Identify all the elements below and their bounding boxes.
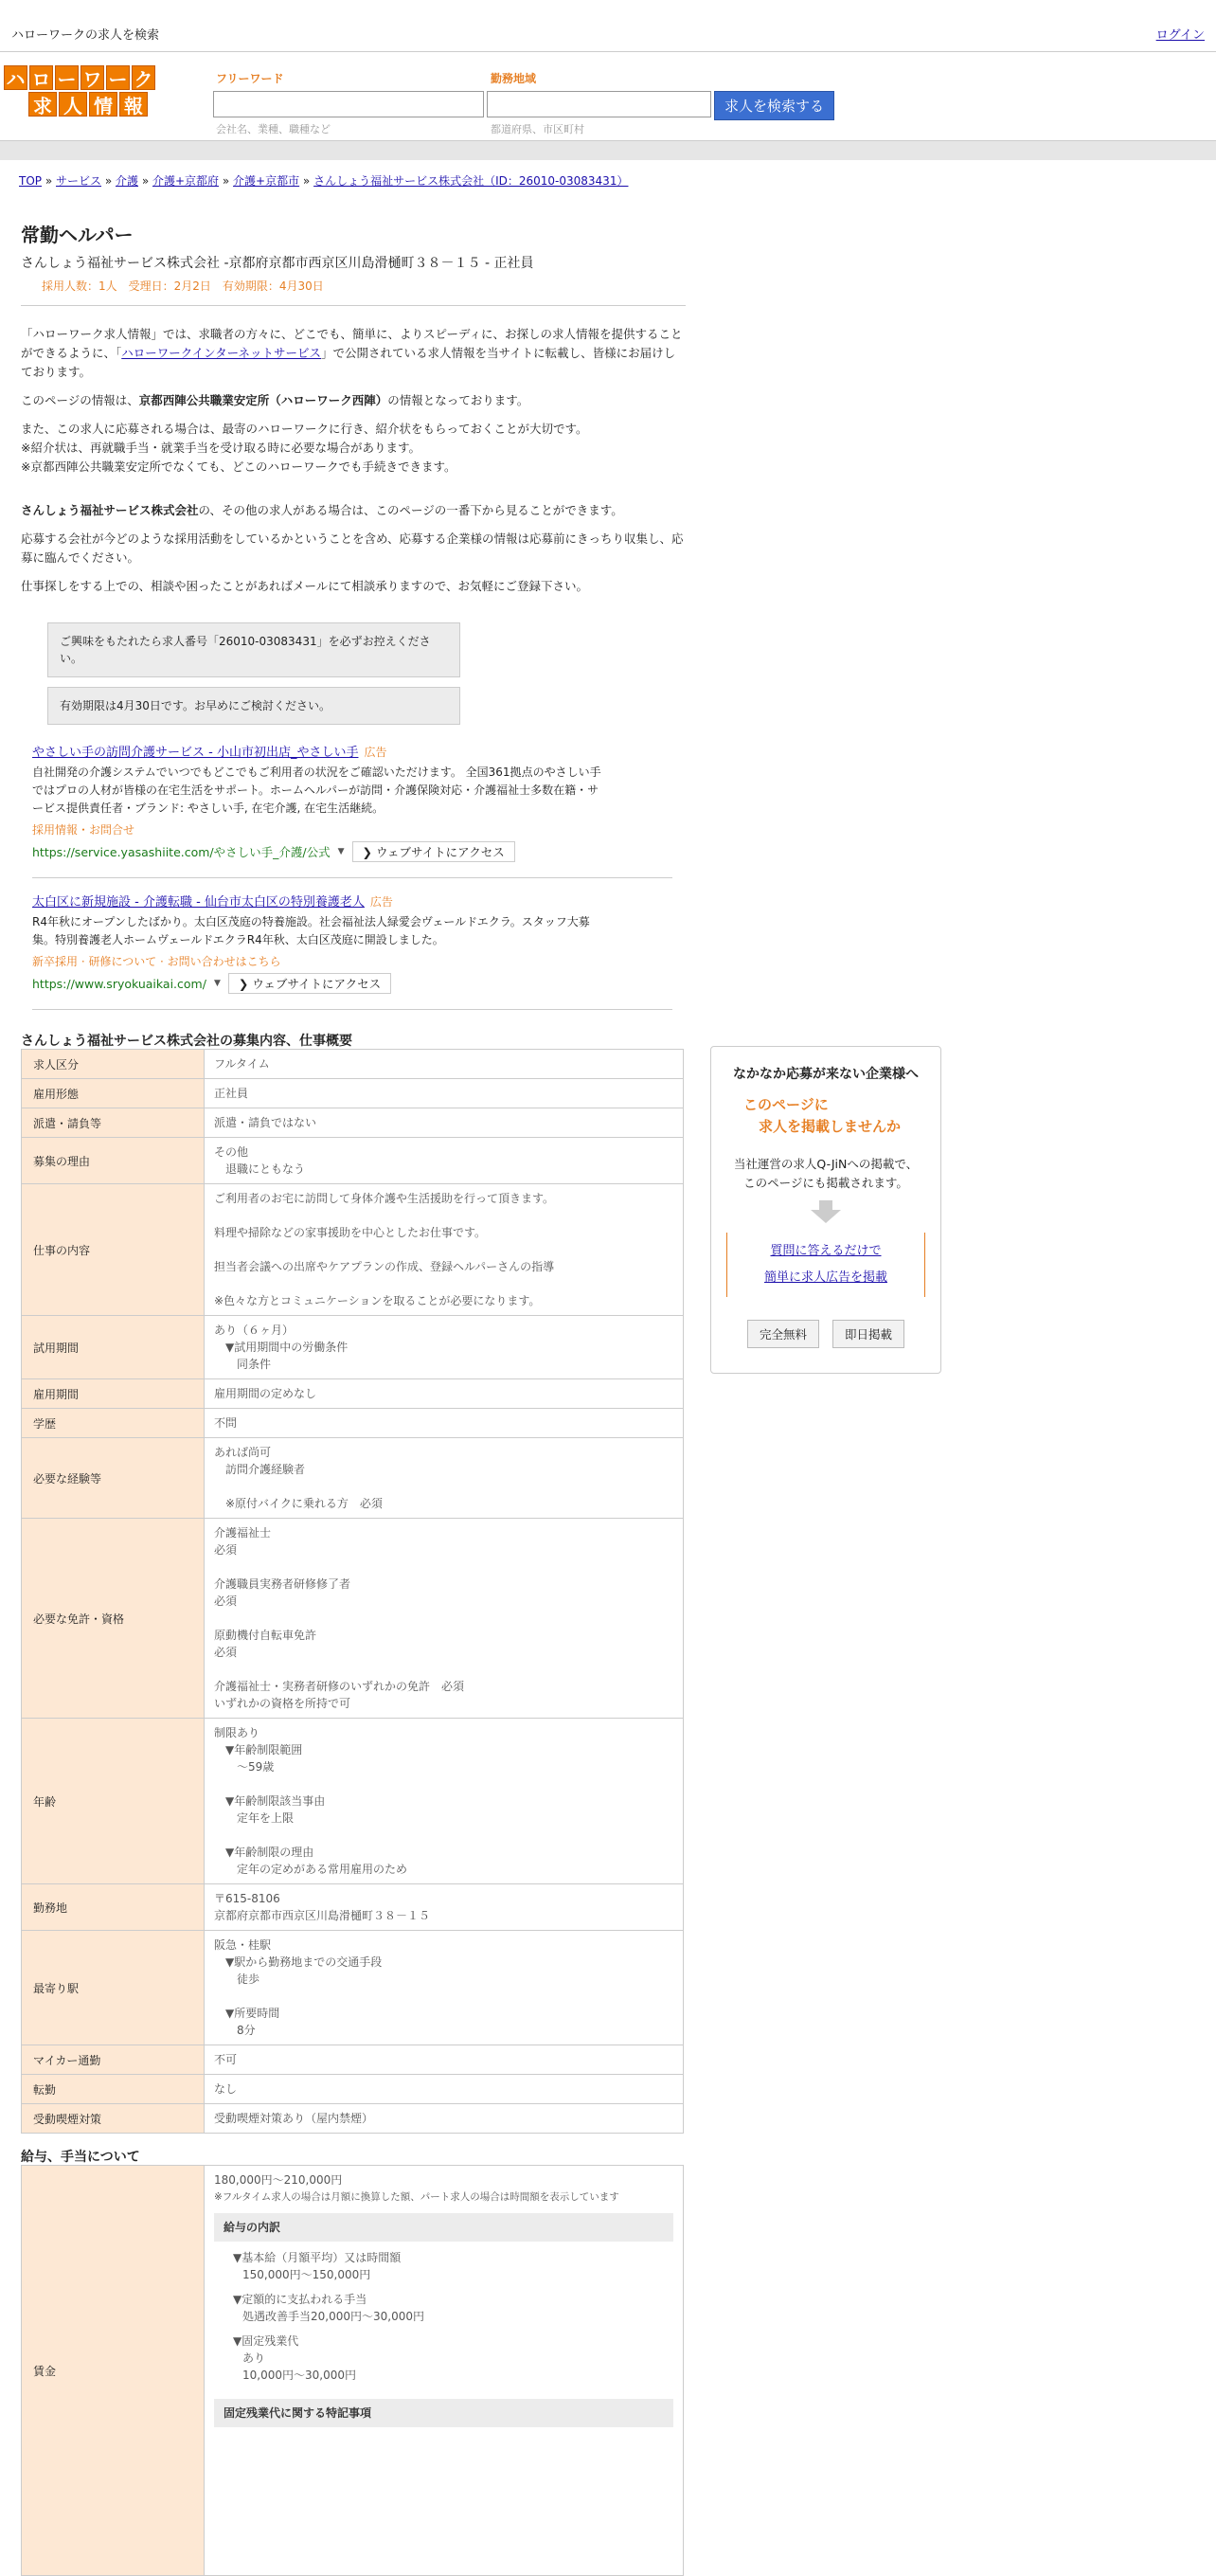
dropdown-icon[interactable]: ▼ (337, 847, 345, 856)
intro-paragraph-4: さんしょう福祉サービス株式会社の、その他の求人がある場合は、このページの一番下から見ることができます。 (21, 503, 623, 517)
logo-char: ク (132, 65, 155, 90)
breadcrumb-sep: » (219, 174, 234, 188)
row-value: 制限あり ▼年齢制限範囲 〜59歳 ▼年齢制限該当事由 定年を上限 ▼年齢制限の理由 定年の定めがある常用雇用のため (205, 1719, 684, 1884)
visit-website-button[interactable]: ❯ ウェブサイトにアクセス (352, 841, 515, 862)
ad-title-link[interactable]: 太白区に新規施設 - 介護転職 - 仙台市太白区の特別養護老人 (32, 895, 365, 910)
row-value: あり（６ヶ月） ▼試用期間中の労働条件 同条件 (205, 1316, 684, 1379)
row-value: 正社員 (205, 1079, 684, 1108)
logo-char: 求 (28, 92, 57, 117)
row-label: 転勤 (22, 2075, 205, 2104)
freeword-input[interactable] (213, 91, 484, 117)
ad-description: 自社開発の介護システムでいつでもどこでもご利用者の状況をご確認いただけます。 全国361拠点のやさしい手ではプロの人材が皆様の在宅生活をサポート。ホームヘルパーが訪問・介護保険対応・介護福祉士多数在籍・サービス提供責任者・ブランド: やさしい手, 在宅介護, 在宅生活継続。 (32, 766, 601, 815)
promo-link-answer[interactable]: 質問に答えるだけで (770, 1244, 882, 1258)
table-row (22, 1050, 684, 1079)
visit-website-button[interactable]: ❯ ウェブサイトにアクセス (228, 973, 391, 994)
row-label: 必要な経験等 (22, 1438, 205, 1519)
table-row (22, 1884, 684, 1931)
row-label: 年齢 (22, 1719, 205, 1884)
ad-url[interactable]: https://www.sryokuaikai.com/ (32, 976, 206, 991)
table-row (22, 2045, 684, 2075)
intro-paragraph-2: このページの情報は、京都西陣公共職業安定所（ハローワーク西陣）の情報となっております。 (21, 393, 529, 407)
row-value: フルタイム (205, 1050, 684, 1079)
promo-offer-1: このページに (743, 1096, 829, 1113)
pay-breakdown-head: 給与の内訳 (214, 2213, 673, 2242)
row-label: 雇用形態 (22, 1079, 205, 1108)
job-details-table (21, 1049, 684, 2134)
row-label: 学歴 (22, 1409, 205, 1438)
breadcrumb-sep: » (101, 174, 116, 188)
table-row (22, 1519, 684, 1719)
breadcrumb-sep: » (299, 174, 314, 188)
table-row (22, 1138, 684, 1184)
intro-paragraph-6: 仕事探しをする上での、相談や困ったことがあればメールにて相談承りますので、お気軽にご登録下さい。 (21, 579, 589, 593)
table-row (22, 1438, 684, 1519)
fixed-overtime-head: 固定残業代に関する特記事項 (214, 2399, 673, 2427)
job-title: 常勤ヘルパー (21, 224, 134, 246)
employer-promo-box (710, 1046, 941, 1374)
row-value: 不可 (205, 2045, 684, 2075)
breadcrumb-link[interactable]: 介護+京都府 (152, 174, 220, 188)
ad-block (32, 878, 672, 1010)
area-input[interactable] (487, 91, 711, 117)
row-label: 最寄り駅 (22, 1931, 205, 2045)
logo-char: ワ (80, 65, 104, 90)
row-value: 介護福祉士 必須 介護職員実務者研修修了者 必須 原動機付自転車免許 必須 介護福祉士・実務者研修のいずれかの免許 必須 いずれかの資格を所持で可 (205, 1519, 684, 1719)
hellowork-internet-link[interactable]: ハローワークインターネットサービス (121, 346, 322, 360)
row-value: なし (205, 2075, 684, 2104)
login-link[interactable]: ログイン (1155, 28, 1205, 43)
section-title-job-details: さんしょう福祉サービス株式会社の募集内容、仕事概要 (21, 1034, 352, 1049)
promo-offer-2: 求人を掲載しませんか (759, 1118, 902, 1135)
row-value: その他 退職にともなう (205, 1138, 684, 1184)
row-value: 受動喫煙対策あり（屋内禁煙） (205, 2104, 684, 2134)
site-title: ハローワークの求人を検索 (11, 28, 160, 43)
row-label: 必要な免許・資格 (22, 1519, 205, 1719)
ad-description: R4年秋にオープンしたばかり。太白区茂庭の特養施設。社会福祉法人緑愛会ヴェールドエクラ。スタッフ大募集。特別養護老人ホームヴェールドエクラR4年秋、太白区茂庭に開設しました。 (32, 915, 590, 946)
breadcrumb-link[interactable]: 介護+京都市 (233, 174, 300, 188)
table-row (22, 1931, 684, 2045)
row-value: 不問 (205, 1409, 684, 1438)
notice-expiry: 有効期限は4月30日です。お早めにご検討ください。 (47, 687, 460, 725)
row-value: 180,000円〜210,000円 ※フルタイム求人の場合は月額に換算した額、パート求人の場合は時間額を表示しています 給与の内訳 ▼基本給（月額平均）又は時間額 150,000円〜150,000円 ▼定額的に支払われる手当 処遇改善手当20,000円〜30,000円 ▼固定残業代 あり 10,000円〜30,000円 固定残業代に関する特記事項 (205, 2166, 684, 2576)
breadcrumb-link[interactable]: サービス (56, 174, 102, 188)
row-label: 勤務地 (22, 1884, 205, 1931)
job-meta: 採用人数：1人 受理日：2月2日 有効期限：4月30日 (42, 279, 324, 293)
row-label: 雇用期間 (22, 1379, 205, 1409)
row-value: 〒615-8106 京都府京都市西京区川島滑樋町３８－１５ (205, 1884, 684, 1931)
intro-paragraph-1: 「ハローワーク求人情報」では、求職者の方々に、どこでも、簡単に、よりスピーディに、お探しの求人情報を提供することができるように、「ハローワークインターネットサービス」で公開されている求人情報を当サイトに転載し、皆様にお届けしております。 (21, 327, 683, 379)
job-subtitle: さんしょう福祉サービス株式会社 -京都府京都市西京区川島滑樋町３８－１５ - 正社員 (21, 256, 534, 271)
table-row (22, 1079, 684, 1108)
ad-url[interactable]: https://service.yasashiite.com/やさしい手_介護/公式 (32, 845, 331, 859)
row-label: 賃金 (22, 2166, 205, 2576)
breadcrumb-link[interactable]: TOP (19, 174, 43, 188)
table-row (22, 1719, 684, 1884)
logo-char: 情 (89, 92, 117, 117)
salary-table (21, 2165, 684, 2576)
same-day-button[interactable]: 即日掲載 (832, 1320, 904, 1348)
freeword-hint: 会社名、業種、職種など (216, 123, 331, 135)
row-label: 募集の理由 (22, 1138, 205, 1184)
table-row (22, 1379, 684, 1409)
table-row (22, 1316, 684, 1379)
section-title-salary: 給与、手当について (21, 2150, 140, 2165)
promo-links (726, 1233, 925, 1297)
job-main (21, 220, 686, 1010)
row-value: ご利用者のお宅に訪問して身体介護や生活援助を行って頂きます。 料理や掃除などの家事援助を中心としたお仕事です。 担当者会議への出席やケアプランの作成、登録ヘルパーさんの指導 ※色々な方とコミュニケーションを取ることが必要になります。 (205, 1184, 684, 1316)
search-button[interactable]: 求人を検索する (714, 91, 834, 120)
row-value: あれば尚可 訪問介護経験者 ※原付バイクに乗れる方 必須 (205, 1438, 684, 1519)
row-label: マイカー通勤 (22, 2045, 205, 2075)
breadcrumb-sep: » (138, 174, 152, 188)
logo-char: 報 (119, 92, 148, 117)
arrow-down-icon (811, 1210, 841, 1223)
row-label: 派遣・請負等 (22, 1108, 205, 1138)
breadcrumb-link[interactable]: さんしょう福祉サービス株式会社（ID：26010-03083431） (313, 174, 629, 188)
table-row (22, 2104, 684, 2134)
breadcrumb-sep: » (42, 174, 56, 188)
promo-description: 当社運営の求人Q-JiNへの掲載で、 このページにも掲載されます。 (733, 1157, 919, 1190)
arrow-down-icon (819, 1200, 832, 1210)
pay-item: ▼固定残業代 あり 10,000円〜30,000円 (233, 2334, 356, 2382)
logo-char: ハ (4, 65, 27, 90)
divider (21, 305, 686, 306)
divider-band (0, 140, 1216, 160)
ad-title-link[interactable]: やさしい手の訪問介護サービス - 小山市初出店_やさしい手 (32, 746, 359, 760)
free-button[interactable]: 完全無料 (747, 1320, 819, 1348)
logo-char: ー (55, 65, 79, 90)
breadcrumb (19, 172, 628, 189)
ad-badge: 広告 (369, 895, 393, 909)
row-label: 仕事の内容 (22, 1184, 205, 1316)
ad-block (32, 734, 672, 878)
row-label: 求人区分 (22, 1050, 205, 1079)
promo-link-post[interactable]: 簡単に求人広告を掲載 (763, 1270, 887, 1285)
table-row (22, 1184, 684, 1316)
freeword-label: フリーワード (216, 72, 284, 85)
row-value: 派遣・請負ではない (205, 1108, 684, 1138)
logo-char: 人 (59, 92, 87, 117)
intro-paragraph-5: 応募する会社が今どのような採用活動をしているかということを含め、応募する企業様の情報は応募前にきっちり収集し、応募に臨んでください。 (21, 531, 684, 565)
row-value: 雇用期間の定めなし (205, 1379, 684, 1409)
ad-sublinks[interactable]: 採用情報・お問合せ (32, 823, 135, 837)
dropdown-icon[interactable]: ▼ (213, 979, 221, 988)
logo-char: ロ (29, 65, 53, 90)
promo-heading: なかなか応募が来ない企業様へ (733, 1067, 919, 1082)
pay-item: ▼基本給（月額平均）又は時間額 150,000円〜150,000円 (233, 2251, 402, 2281)
breadcrumb-link[interactable]: 介護 (116, 174, 139, 188)
pay-item: ▼定額的に支払われる手当 処遇改善手当20,000円〜30,000円 (233, 2293, 424, 2323)
row-label: 試用期間 (22, 1316, 205, 1379)
top-bar (0, 0, 1216, 52)
hellowork-logo[interactable] (4, 65, 155, 118)
logo-char: ー (106, 65, 130, 90)
table-row (22, 2075, 684, 2104)
row-value: 阪急・桂駅 ▼駅から勤務地までの交通手段 徒歩 ▼所要時間 8分 (205, 1931, 684, 2045)
table-row (22, 1409, 684, 1438)
notice-job-number: ご興味をもたれたら求人番号「26010-03083431」を必ずお控えください。 (47, 622, 460, 677)
ad-badge: 広告 (364, 746, 387, 759)
area-label: 勤務地域 (491, 72, 537, 85)
row-label: 受動喫煙対策 (22, 2104, 205, 2134)
table-row (22, 2166, 684, 2576)
intro-paragraph-3: また、この求人に応募される場合は、最寄のハローワークに行き、紹介状をもらっておくことが大切です。 ※紹介状は、再就職手当・就業手当を受け取る時に必要な場合があります。 ※京都西陣公共職業安定所でなくても、どこのハローワークでも手続きできます。 (21, 422, 588, 474)
area-hint: 都道府県、市区町村 (491, 123, 584, 135)
ad-sublinks[interactable]: 新卒採用 · 研修について · お問い合わせはこちら (32, 955, 281, 968)
table-row (22, 1108, 684, 1138)
